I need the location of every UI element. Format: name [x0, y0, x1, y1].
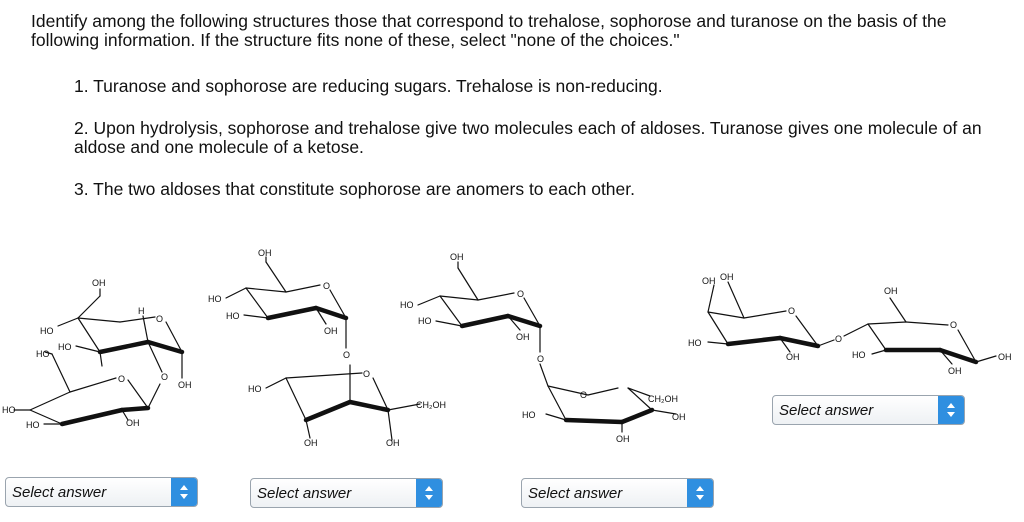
atom-label: OH	[258, 248, 272, 258]
atom-label: CH₂OH	[648, 394, 678, 404]
answer-select-1[interactable]	[5, 477, 198, 507]
clue-1: 1. Turanose and sophorose are reducing sugars. Trehalose is non-reducing.	[74, 76, 663, 96]
atom-label: OH	[92, 278, 106, 288]
atom-label: HO	[400, 300, 414, 310]
clue-2: 2. Upon hydrolysis, sophorose and trehalose give two molecules each of aldoses. Turanose gives one molecule of an aldose and one molecule of a ketose.	[74, 118, 982, 157]
atom-label: OH	[386, 438, 400, 448]
select-arrows-icon[interactable]	[938, 396, 964, 424]
atom-label: HO	[58, 342, 72, 352]
atom-label: HO	[522, 410, 536, 420]
atom-label: O	[788, 306, 796, 316]
atom-label: OH	[948, 366, 962, 376]
atom-label: OH	[672, 412, 686, 422]
select-arrows-icon[interactable]	[687, 479, 713, 507]
answer-select-4[interactable]	[772, 395, 965, 425]
atom-label: HO	[248, 384, 262, 394]
atom-label: OH	[450, 252, 464, 262]
atom-label: OH	[324, 326, 338, 336]
atom-label: OH	[126, 418, 140, 428]
atom-label: O	[517, 289, 525, 299]
atom-label: O	[950, 320, 958, 330]
clue-3: 3. The two aldoses that constitute sophorose are anomers to each other.	[74, 179, 635, 199]
atom-label: OH	[616, 434, 630, 444]
select-arrows-icon[interactable]	[416, 479, 442, 507]
structure-3	[418, 262, 676, 432]
atom-label: HO	[36, 349, 50, 359]
atom-label: HO	[418, 316, 432, 326]
atom-label: HO	[40, 326, 54, 336]
select-value: Select answer	[779, 402, 874, 419]
answer-select-2[interactable]	[250, 478, 443, 508]
atom-label: O	[161, 372, 169, 382]
atom-label: OH	[998, 352, 1012, 362]
atom-label: O	[118, 374, 126, 384]
select-value: Select answer	[528, 485, 623, 502]
atom-label: HO	[226, 311, 240, 321]
atom-label: O	[323, 281, 331, 291]
atom-label: O	[156, 314, 164, 324]
select-value: Select answer	[257, 485, 352, 502]
answer-select-3[interactable]	[521, 478, 714, 508]
select-arrows-icon[interactable]	[171, 478, 197, 506]
atom-label: OH	[702, 276, 716, 286]
atom-label: H	[138, 306, 145, 316]
atom-label: HO	[208, 294, 222, 304]
atom-label: HO	[688, 338, 702, 348]
select-value: Select answer	[12, 484, 107, 501]
atom-label: HO	[852, 350, 866, 360]
atom-label: OH	[720, 272, 734, 282]
atom-label: O	[580, 390, 588, 400]
atom-label: HO	[2, 405, 16, 415]
atom-label: OH	[178, 380, 192, 390]
atom-label: OH	[786, 352, 800, 362]
atom-label: O	[537, 354, 545, 364]
atom-label: O	[835, 334, 843, 344]
atom-label: O	[363, 369, 371, 379]
atom-label: HO	[26, 420, 40, 430]
atom-label: OH	[516, 332, 530, 342]
question-text: Identify among the following structures those that correspond to trehalose, sophorose and turanose on the basis of the following information. If the structure fits none of these, select "none of the choices."	[31, 11, 947, 50]
atom-label: O	[343, 350, 351, 360]
atom-label: OH	[884, 286, 898, 296]
atom-label: CH₂OH	[416, 400, 446, 410]
atom-label: OH	[304, 438, 318, 448]
